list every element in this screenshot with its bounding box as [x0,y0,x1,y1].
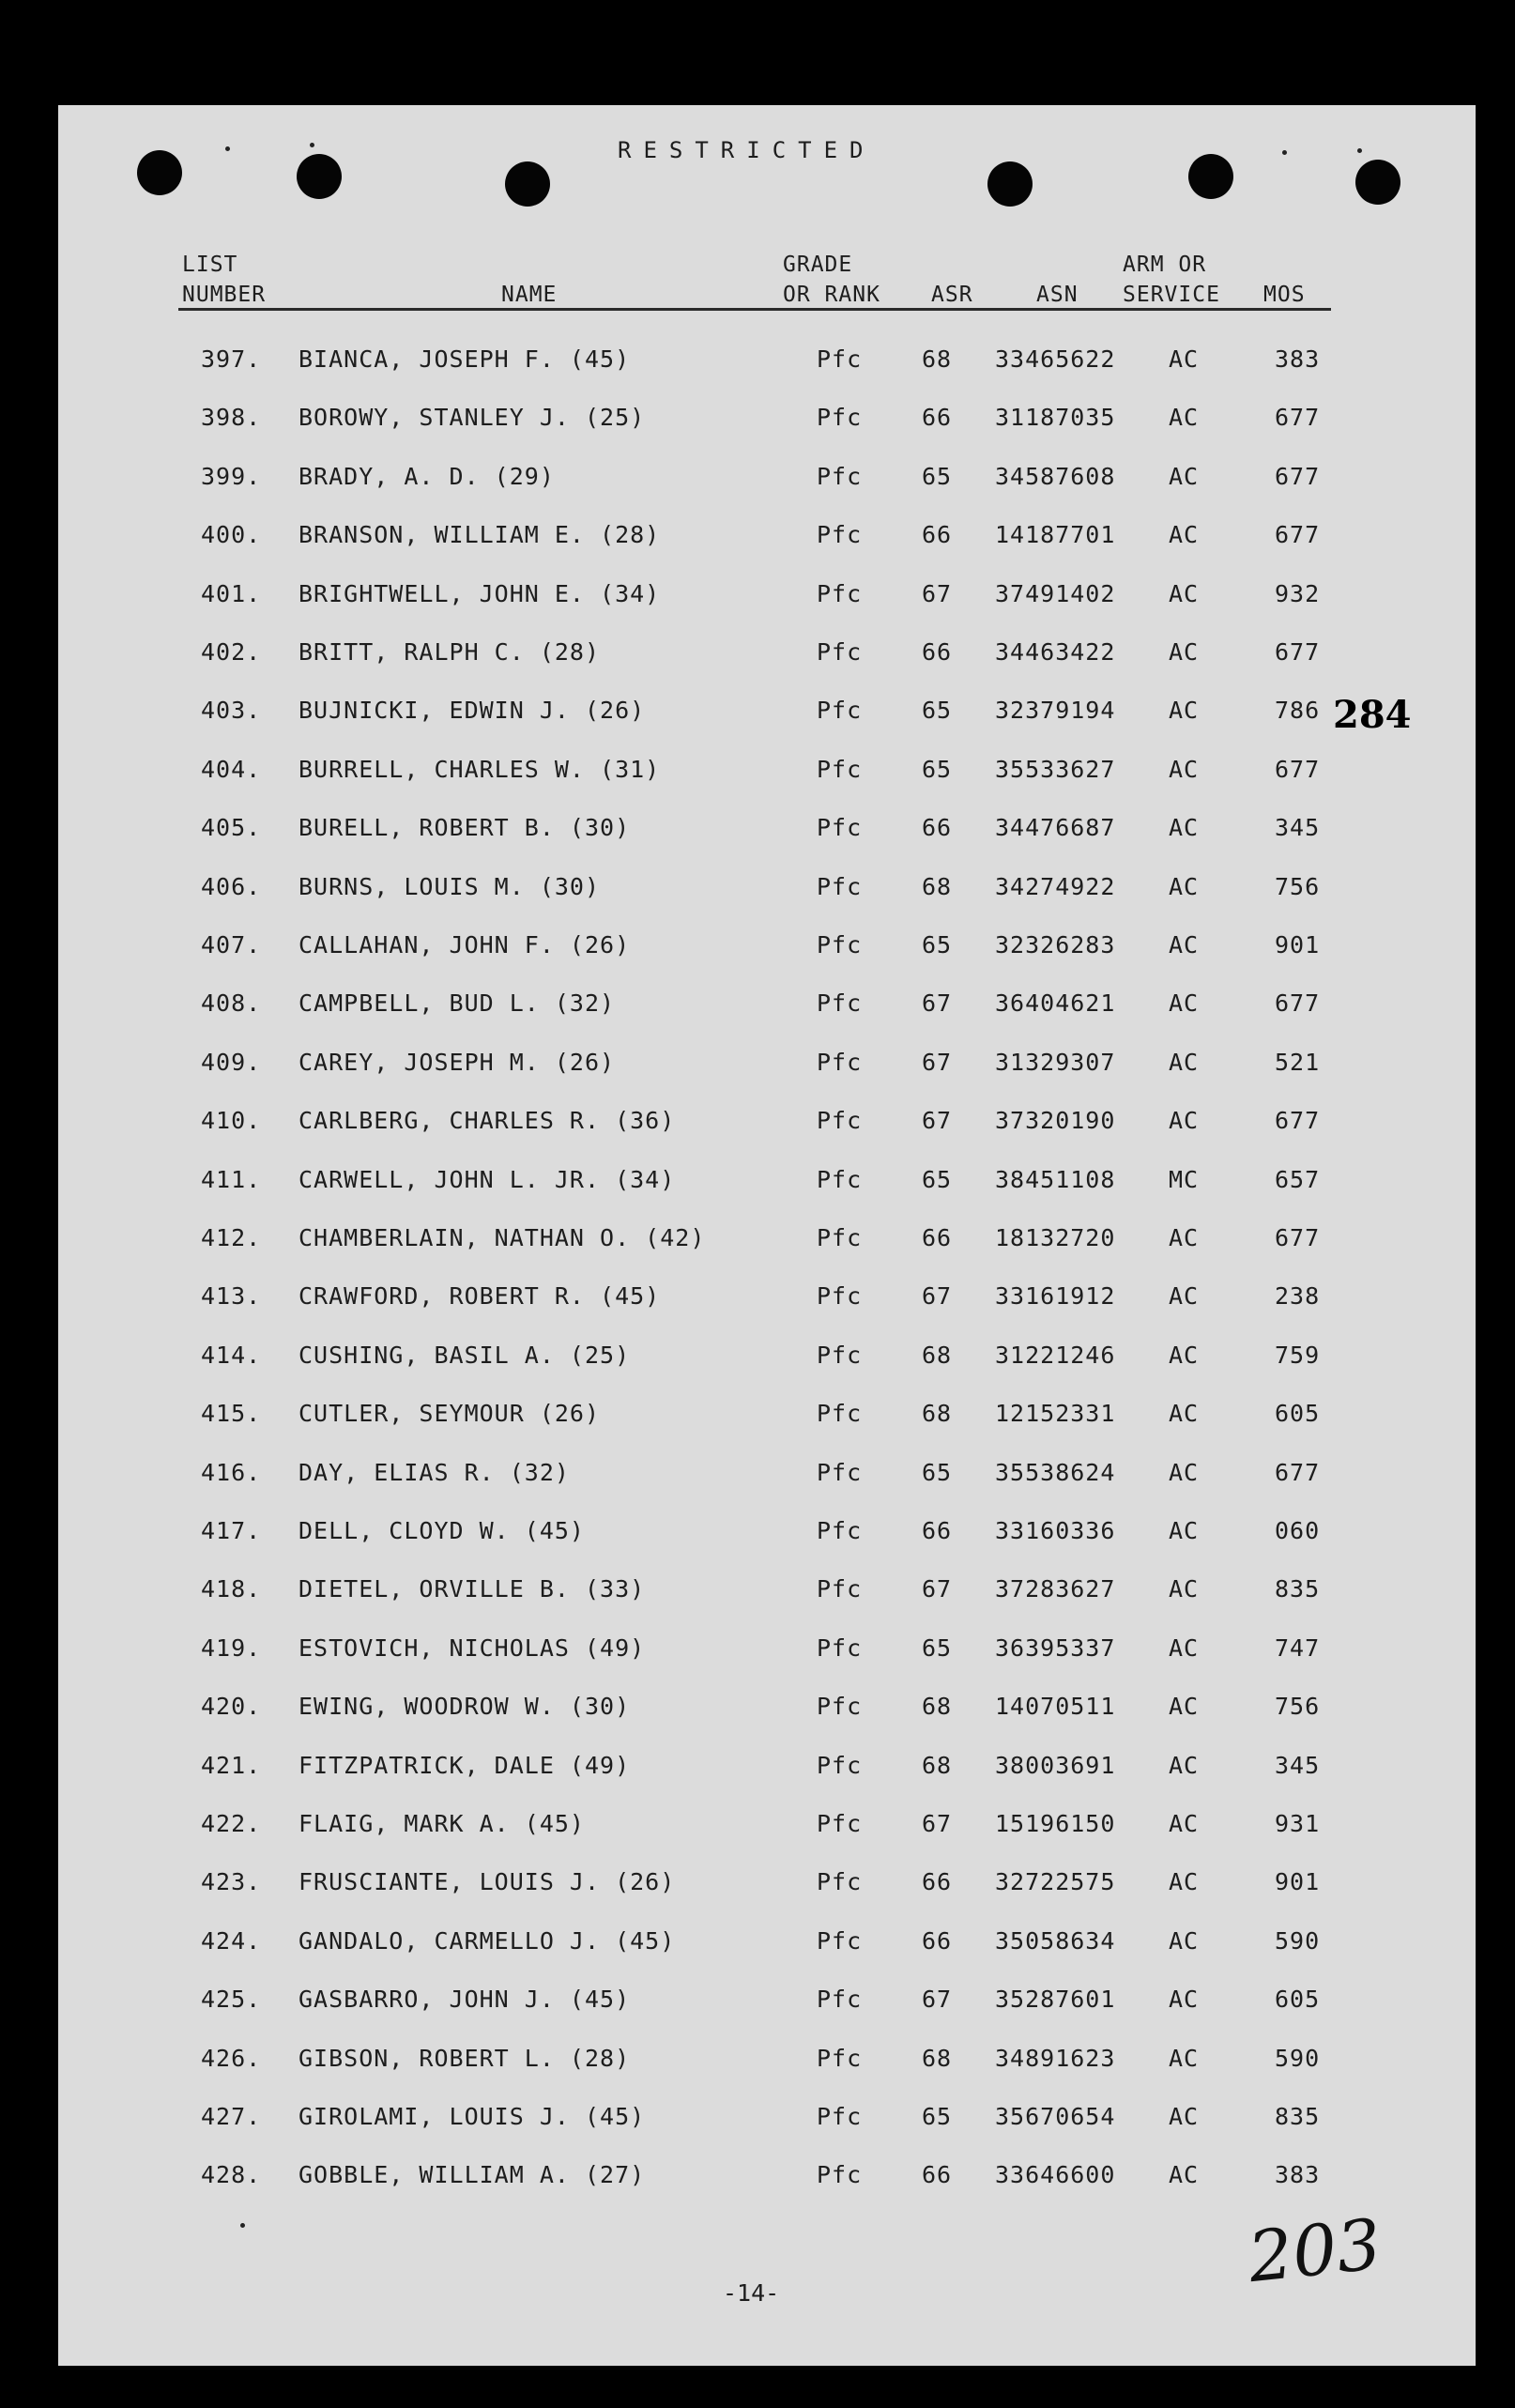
header-rule [178,308,1331,311]
list-number-cell: 410. [201,1107,262,1135]
asr-cell: 67 [922,989,953,1018]
asn-cell: 37283627 [995,1575,1116,1603]
list-number-cell: 401. [201,579,262,607]
arm-service-cell: AC [1169,1341,1200,1369]
mos-cell: 345 [1275,1751,1321,1779]
name-cell: GOBBLE, WILLIAM A. (27) [298,2161,646,2189]
name-cell: GASBARRO, JOHN J. (45) [298,1986,631,2014]
name-cell: DELL, CLOYD W. (45) [298,1517,585,1544]
name-cell: CAMPBELL, BUD L. (32) [298,989,616,1018]
col-mos: MOS [1263,283,1306,307]
asr-cell: 65 [922,697,953,725]
asn-cell: 35287601 [995,1986,1116,2014]
asr-cell: 65 [922,2103,953,2130]
name-cell: BUJNICKI, EDWIN J. (26) [298,697,646,725]
asn-cell: 32326283 [995,931,1116,959]
mos-cell: 677 [1275,1458,1321,1486]
list-number-cell: 421. [201,1751,262,1779]
list-number-cell: 409. [201,1048,262,1076]
list-number-cell: 403. [201,697,262,725]
asn-cell: 33161912 [995,1282,1116,1311]
list-number-cell: 423. [201,1868,262,1896]
mos-cell: 677 [1275,1107,1321,1135]
grade-cell: Pfc [817,1341,863,1369]
list-number-cell: 402. [201,638,262,666]
list-number-cell: 428. [201,2161,262,2189]
stamp-number: 284 [1333,693,1412,737]
grade-cell: Pfc [817,872,863,900]
mos-cell: 060 [1275,1517,1321,1544]
name-cell: BURNS, LOUIS M. (30) [298,872,601,900]
punch-hole [505,161,550,207]
arm-service-cell: AC [1169,931,1200,959]
asn-cell: 14070511 [995,1693,1116,1721]
page-number: -14- [723,2279,780,2307]
asn-cell: 34476687 [995,814,1116,842]
arm-service-cell: AC [1169,2161,1200,2189]
asn-cell: 35538624 [995,1458,1116,1486]
grade-cell: Pfc [817,2044,863,2072]
punch-hole [1355,160,1400,205]
speck [225,146,230,151]
arm-service-cell: AC [1169,1633,1200,1662]
asn-cell: 31187035 [995,404,1116,432]
asr-cell: 66 [922,404,953,432]
grade-cell: Pfc [817,2161,863,2189]
arm-service-cell: AC [1169,1926,1200,1955]
asr-cell: 66 [922,1224,953,1251]
mos-cell: 835 [1275,1575,1321,1603]
col-asn: ASN [1036,283,1079,307]
arm-service-cell: AC [1169,579,1200,607]
grade-cell: Pfc [817,1575,863,1603]
asr-cell: 67 [922,1107,953,1135]
list-number-cell: 427. [201,2103,262,2130]
name-cell: BRIGHTWELL, JOHN E. (34) [298,579,661,607]
document-page [58,105,1476,2366]
arm-service-cell: AC [1169,1224,1200,1251]
list-number-cell: 419. [201,1633,262,1662]
arm-service-cell: AC [1169,2103,1200,2130]
arm-service-cell: AC [1169,1458,1200,1486]
grade-cell: Pfc [817,1458,863,1486]
grade-cell: Pfc [817,1400,863,1428]
speck [310,143,314,147]
col-grade: GRADE OR RANK [783,253,880,307]
grade-cell: Pfc [817,1107,863,1135]
punch-hole [137,150,182,195]
asn-cell: 18132720 [995,1224,1116,1251]
name-cell: CARLBERG, CHARLES R. (36) [298,1107,676,1135]
mos-cell: 238 [1275,1282,1321,1311]
asn-cell: 38451108 [995,1165,1116,1193]
arm-service-cell: MC [1169,1165,1200,1193]
name-cell: CAREY, JOSEPH M. (26) [298,1048,616,1076]
list-number-cell: 407. [201,931,262,959]
grade-cell: Pfc [817,345,863,373]
punch-hole [1188,154,1233,199]
arm-service-cell: AC [1169,697,1200,725]
mos-cell: 786 [1275,697,1321,725]
mos-cell: 677 [1275,462,1321,490]
grade-cell: Pfc [817,1751,863,1779]
name-cell: BURRELL, CHARLES W. (31) [298,755,661,783]
punch-hole [987,161,1033,207]
asn-cell: 35058634 [995,1926,1116,1955]
list-number-cell: 416. [201,1458,262,1486]
name-cell: BRITT, RALPH C. (28) [298,638,601,666]
list-number-cell: 415. [201,1400,262,1428]
list-number-cell: 408. [201,989,262,1018]
asr-cell: 68 [922,1341,953,1369]
asr-cell: 68 [922,1751,953,1779]
asr-cell: 67 [922,1810,953,1837]
asr-cell: 66 [922,1926,953,1955]
arm-service-cell: AC [1169,755,1200,783]
arm-service-cell: AC [1169,1107,1200,1135]
page-title: RESTRICTED [618,137,876,163]
grade-cell: Pfc [817,1633,863,1662]
grade-cell: Pfc [817,1986,863,2014]
asn-cell: 34891623 [995,2044,1116,2072]
asr-cell: 65 [922,1458,953,1486]
mos-cell: 677 [1275,638,1321,666]
mos-cell: 677 [1275,1224,1321,1251]
asr-cell: 65 [922,931,953,959]
mos-cell: 932 [1275,579,1321,607]
asn-cell: 33465622 [995,345,1116,373]
list-number-cell: 397. [201,345,262,373]
grade-cell: Pfc [817,1693,863,1721]
name-cell: GIBSON, ROBERT L. (28) [298,2044,631,2072]
mos-cell: 383 [1275,345,1321,373]
list-number-cell: 400. [201,521,262,549]
list-number-cell: 418. [201,1575,262,1603]
arm-service-cell: AC [1169,1400,1200,1428]
arm-service-cell: AC [1169,1517,1200,1544]
arm-service-cell: AC [1169,462,1200,490]
col-arm-service: ARM OR SERVICE [1123,253,1220,307]
mos-cell: 677 [1275,404,1321,432]
mos-cell: 759 [1275,1341,1321,1369]
arm-service-cell: AC [1169,1986,1200,2014]
grade-cell: Pfc [817,931,863,959]
list-number-cell: 426. [201,2044,262,2072]
asn-cell: 36404621 [995,989,1116,1018]
asr-cell: 65 [922,1633,953,1662]
handwritten-number: 203 [1244,2203,1385,2299]
mos-cell: 383 [1275,2161,1321,2189]
mos-cell: 756 [1275,1693,1321,1721]
grade-cell: Pfc [817,1517,863,1544]
name-cell: CUSHING, BASIL A. (25) [298,1341,631,1369]
grade-cell: Pfc [817,2103,863,2130]
arm-service-cell: AC [1169,1282,1200,1311]
asr-cell: 66 [922,638,953,666]
list-number-cell: 411. [201,1165,262,1193]
mos-cell: 756 [1275,872,1321,900]
name-cell: BRADY, A. D. (29) [298,462,555,490]
asr-cell: 66 [922,1868,953,1896]
col-list-number: LIST NUMBER [182,253,267,307]
arm-service-cell: AC [1169,1810,1200,1837]
name-cell: FLAIG, MARK A. (45) [298,1810,585,1837]
grade-cell: Pfc [817,1282,863,1311]
arm-service-cell: AC [1169,404,1200,432]
mos-cell: 590 [1275,2044,1321,2072]
name-cell: CHAMBERLAIN, NATHAN O. (42) [298,1224,706,1251]
asn-cell: 33646600 [995,2161,1116,2189]
grade-cell: Pfc [817,1048,863,1076]
asr-cell: 67 [922,579,953,607]
arm-service-cell: AC [1169,1693,1200,1721]
name-cell: BIANCA, JOSEPH F. (45) [298,345,631,373]
grade-cell: Pfc [817,814,863,842]
name-cell: BOROWY, STANLEY J. (25) [298,404,646,432]
list-number-cell: 399. [201,462,262,490]
mos-cell: 901 [1275,931,1321,959]
mos-cell: 931 [1275,1810,1321,1837]
mos-cell: 677 [1275,521,1321,549]
asn-cell: 31329307 [995,1048,1116,1076]
arm-service-cell: AC [1169,1575,1200,1603]
arm-service-cell: AC [1169,989,1200,1018]
arm-service-cell: AC [1169,345,1200,373]
name-cell: DAY, ELIAS R. (32) [298,1458,570,1486]
asn-cell: 31221246 [995,1341,1116,1369]
list-number-cell: 412. [201,1224,262,1251]
mos-cell: 605 [1275,1986,1321,2014]
asn-cell: 36395337 [995,1633,1116,1662]
list-number-cell: 424. [201,1926,262,1955]
list-number-cell: 404. [201,755,262,783]
grade-cell: Pfc [817,1810,863,1837]
arm-service-cell: AC [1169,521,1200,549]
asr-cell: 68 [922,2044,953,2072]
asr-cell: 67 [922,1048,953,1076]
asn-cell: 14187701 [995,521,1116,549]
grade-cell: Pfc [817,755,863,783]
grade-cell: Pfc [817,1165,863,1193]
asr-cell: 67 [922,1986,953,2014]
asn-cell: 34463422 [995,638,1116,666]
asr-cell: 65 [922,462,953,490]
grade-cell: Pfc [817,462,863,490]
name-cell: BURELL, ROBERT B. (30) [298,814,631,842]
name-cell: CALLAHAN, JOHN F. (26) [298,931,631,959]
list-number-cell: 417. [201,1517,262,1544]
name-cell: ESTOVICH, NICHOLAS (49) [298,1633,646,1662]
asr-cell: 66 [922,521,953,549]
mos-cell: 521 [1275,1048,1321,1076]
asn-cell: 32379194 [995,697,1116,725]
asn-cell: 38003691 [995,1751,1116,1779]
asr-cell: 65 [922,1165,953,1193]
asr-cell: 68 [922,1693,953,1721]
grade-cell: Pfc [817,1868,863,1896]
name-cell: DIETEL, ORVILLE B. (33) [298,1575,646,1603]
asr-cell: 67 [922,1282,953,1311]
asr-cell: 65 [922,755,953,783]
mos-cell: 901 [1275,1868,1321,1896]
list-number-cell: 406. [201,872,262,900]
list-number-cell: 425. [201,1986,262,2014]
name-cell: CRAWFORD, ROBERT R. (45) [298,1282,661,1311]
name-cell: EWING, WOODROW W. (30) [298,1693,631,1721]
list-number-cell: 413. [201,1282,262,1311]
mos-cell: 835 [1275,2103,1321,2130]
grade-cell: Pfc [817,989,863,1018]
list-number-cell: 422. [201,1810,262,1837]
asn-cell: 34274922 [995,872,1116,900]
name-cell: CARWELL, JOHN L. JR. (34) [298,1165,676,1193]
asr-cell: 68 [922,872,953,900]
asr-cell: 68 [922,1400,953,1428]
grade-cell: Pfc [817,579,863,607]
mos-cell: 747 [1275,1633,1321,1662]
mos-cell: 605 [1275,1400,1321,1428]
arm-service-cell: AC [1169,638,1200,666]
col-name: NAME [501,283,558,307]
asr-cell: 68 [922,345,953,373]
asn-cell: 35533627 [995,755,1116,783]
grade-cell: Pfc [817,521,863,549]
grade-cell: Pfc [817,638,863,666]
asn-cell: 35670654 [995,2103,1116,2130]
asn-cell: 37491402 [995,579,1116,607]
grade-cell: Pfc [817,404,863,432]
list-number-cell: 405. [201,814,262,842]
grade-cell: Pfc [817,697,863,725]
asn-cell: 12152331 [995,1400,1116,1428]
mos-cell: 345 [1275,814,1321,842]
asr-cell: 66 [922,2161,953,2189]
mos-cell: 590 [1275,1926,1321,1955]
asr-cell: 66 [922,814,953,842]
mos-cell: 677 [1275,755,1321,783]
name-cell: GIROLAMI, LOUIS J. (45) [298,2103,646,2130]
arm-service-cell: AC [1169,872,1200,900]
asn-cell: 15196150 [995,1810,1116,1837]
asn-cell: 32722575 [995,1868,1116,1896]
list-number-cell: 398. [201,404,262,432]
grade-cell: Pfc [817,1926,863,1955]
list-number-cell: 414. [201,1341,262,1369]
punch-hole [297,154,342,199]
list-number-cell: 420. [201,1693,262,1721]
arm-service-cell: AC [1169,1048,1200,1076]
arm-service-cell: AC [1169,814,1200,842]
mos-cell: 677 [1275,989,1321,1018]
asn-cell: 33160336 [995,1517,1116,1544]
name-cell: BRANSON, WILLIAM E. (28) [298,521,661,549]
asn-cell: 37320190 [995,1107,1116,1135]
speck [1357,148,1362,153]
col-asr: ASR [931,283,973,307]
grade-cell: Pfc [817,1224,863,1251]
name-cell: GANDALO, CARMELLO J. (45) [298,1926,676,1955]
mos-cell: 657 [1275,1165,1321,1193]
speck [1282,150,1287,155]
arm-service-cell: AC [1169,1868,1200,1896]
arm-service-cell: AC [1169,1751,1200,1779]
name-cell: FITZPATRICK, DALE (49) [298,1751,631,1779]
name-cell: CUTLER, SEYMOUR (26) [298,1400,601,1428]
arm-service-cell: AC [1169,2044,1200,2072]
asr-cell: 66 [922,1517,953,1544]
asn-cell: 34587608 [995,462,1116,490]
name-cell: FRUSCIANTE, LOUIS J. (26) [298,1868,676,1896]
speck [240,2223,245,2228]
asr-cell: 67 [922,1575,953,1603]
